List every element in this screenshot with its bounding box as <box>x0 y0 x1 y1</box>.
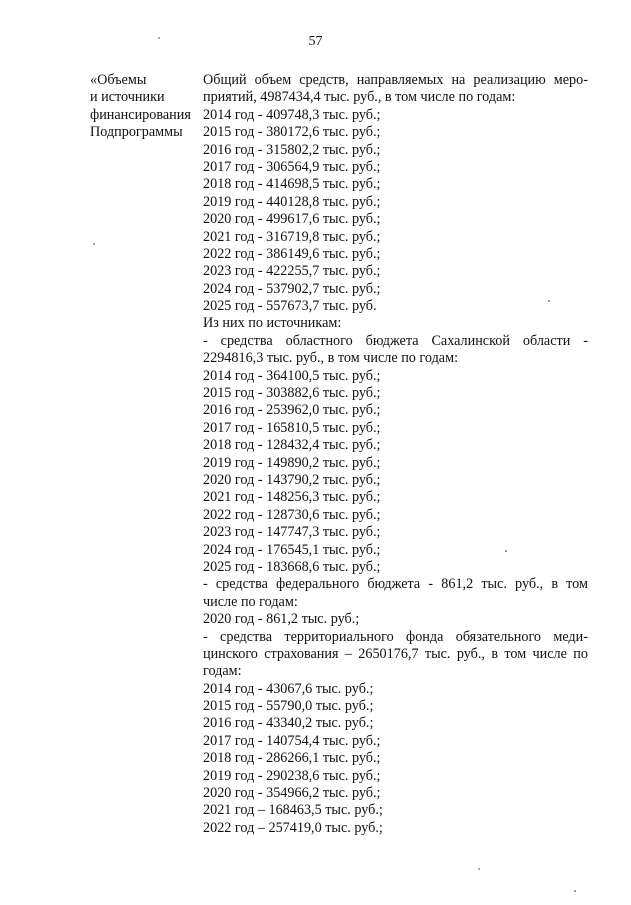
year-amount-line: 2016 год - 43340,2 тыс. руб.; <box>203 715 374 732</box>
word: областного <box>285 332 353 349</box>
year-amount-line: 2024 год - 176545,1 тыс. руб.; <box>203 541 381 558</box>
intro-line-1 <box>203 72 588 89</box>
year-amount-line: 2025 год - 183668,6 тыс. руб.; <box>203 558 381 575</box>
word: – <box>344 645 352 662</box>
year-amount-line: 2018 год - 286266,1 тыс. руб.; <box>203 750 381 767</box>
word: по <box>573 645 588 662</box>
year-amount-line: 2014 год - 409748,3 тыс. руб.; <box>203 106 381 123</box>
word: 2650176,7 <box>358 645 419 662</box>
fund-by-year-list <box>203 681 588 838</box>
word: средства <box>215 576 268 593</box>
year-amount-line: 2014 год - 364100,5 тыс. руб.; <box>203 367 381 384</box>
word: бюджета <box>365 332 419 349</box>
word: меди- <box>553 628 588 645</box>
word: территориального <box>284 628 394 645</box>
regional-by-year-list <box>203 368 588 577</box>
year-amount-line: 2019 год - 440128,8 тыс. руб.; <box>203 193 381 210</box>
year-amount-line: 2023 год - 422255,7 тыс. руб.; <box>203 263 381 280</box>
year-amount-line: 2022 год - 128730,6 тыс. руб.; <box>203 506 381 523</box>
sources-heading: Из них по источникам: <box>203 315 342 332</box>
year-amount-line: 2021 год – 168463,5 тыс. руб.; <box>203 802 383 819</box>
word: Сахалинской <box>431 332 510 349</box>
federal-line-1 <box>203 576 588 593</box>
word: том <box>504 645 527 662</box>
year-amount-line: 2017 год - 165810,5 тыс. руб.; <box>203 419 381 436</box>
year-amount-line: 2020 год - 354966,2 тыс. руб.; <box>203 785 381 802</box>
word: Общий <box>203 72 247 88</box>
word: средства <box>220 628 273 645</box>
year-amount-line: 2016 год - 253962,0 тыс. руб.; <box>203 402 381 419</box>
year-amount-line: 2018 год - 414698,5 тыс. руб.; <box>203 176 381 193</box>
year-amount-line: 2017 год - 306564,9 тыс. руб.; <box>203 158 381 175</box>
total-by-year-list <box>203 107 588 316</box>
year-amount-line: 2020 год - 499617,6 тыс. руб.; <box>203 211 381 228</box>
word: 861,2 <box>441 576 474 593</box>
scan-speck <box>548 300 550 302</box>
word: средств, <box>299 72 349 88</box>
year-amount-line: 2015 год - 303882,6 тыс. руб.; <box>203 385 381 402</box>
word: страхования <box>264 645 339 662</box>
word: средства <box>220 332 273 349</box>
word: на <box>451 72 466 88</box>
fund-line-3: годам: <box>203 663 242 680</box>
year-amount-line: 2025 год - 557673,7 тыс. руб. <box>203 298 377 315</box>
year-amount-line: 2019 год - 149890,2 тыс. руб.; <box>203 454 381 471</box>
year-amount-line: 2014 год - 43067,6 тыс. руб.; <box>203 680 374 697</box>
year-amount-line: 2015 год - 55790,0 тыс. руб.; <box>203 698 374 715</box>
scan-speck <box>574 890 576 892</box>
section-label-line: финансирования <box>90 106 191 123</box>
federal-line-2: числе по годам: <box>203 593 298 610</box>
year-amount-line: 2022 год - 386149,6 тыс. руб.; <box>203 245 381 262</box>
word: бюджета <box>367 576 421 593</box>
word: цинского <box>203 645 258 662</box>
word: федерального <box>276 576 360 593</box>
financing-text <box>203 72 588 837</box>
year-amount-line: 2018 год - 128432,4 тыс. руб.; <box>203 437 381 454</box>
year-amount-line: 2016 год - 315802,2 тыс. руб.; <box>203 141 381 158</box>
word: в <box>491 645 499 662</box>
word: тыс. <box>481 576 507 593</box>
word: меро- <box>553 72 588 88</box>
scan-speck <box>93 243 95 245</box>
federal-by-year-list <box>203 611 588 628</box>
year-amount-line: 2021 год - 148256,3 тыс. руб.; <box>203 489 381 506</box>
word: обязательного <box>455 628 542 645</box>
section-label-line: Подпрограммы <box>90 124 183 141</box>
word: - <box>203 576 208 593</box>
regional-line-1 <box>203 333 588 350</box>
word: реализацию <box>473 72 546 88</box>
word: области <box>522 332 571 349</box>
intro-line-2: приятий, 4987434,4 тыс. руб., в том числе по годам: <box>203 89 516 106</box>
word: руб., <box>515 576 544 593</box>
word: - <box>583 332 588 349</box>
word: направляемых <box>356 72 444 88</box>
year-amount-line: 2023 год - 147747,3 тыс. руб.; <box>203 524 381 541</box>
fund-line-2 <box>203 646 588 663</box>
word: руб., <box>456 645 485 662</box>
year-amount-line: 2020 год - 143790,2 тыс. руб.; <box>203 471 381 488</box>
word: - <box>203 628 208 645</box>
word: - <box>203 332 208 349</box>
word: в <box>551 576 559 593</box>
word: том <box>566 576 588 593</box>
word: тыс. <box>424 645 451 662</box>
fund-line-1 <box>203 629 588 646</box>
section-label-line: и источники <box>90 89 165 106</box>
section-label <box>90 72 202 142</box>
scan-speck <box>505 550 507 552</box>
year-amount-line: 2019 год - 290238,6 тыс. руб.; <box>203 767 381 784</box>
word: числе <box>532 645 567 662</box>
word: фонда <box>406 628 444 645</box>
year-amount-line: 2021 год - 316719,8 тыс. руб.; <box>203 228 381 245</box>
word: объем <box>254 72 292 88</box>
year-amount-line: 2024 год - 537902,7 тыс. руб.; <box>203 280 381 297</box>
scan-speck <box>478 868 480 870</box>
page-number: 57 <box>308 34 323 49</box>
section-label-line: «Объемы <box>90 72 147 88</box>
year-amount-line: 2020 год - 861,2 тыс. руб.; <box>203 611 360 628</box>
year-amount-line: 2015 год - 380172,6 тыс. руб.; <box>203 124 381 141</box>
year-amount-line: 2017 год - 140754,4 тыс. руб.; <box>203 732 381 749</box>
word: - <box>428 576 434 593</box>
year-amount-line: 2022 год – 257419,0 тыс. руб.; <box>203 819 383 836</box>
regional-line-2: 2294816,3 тыс. руб., в том числе по годам: <box>203 350 459 367</box>
scan-speck <box>158 37 160 39</box>
